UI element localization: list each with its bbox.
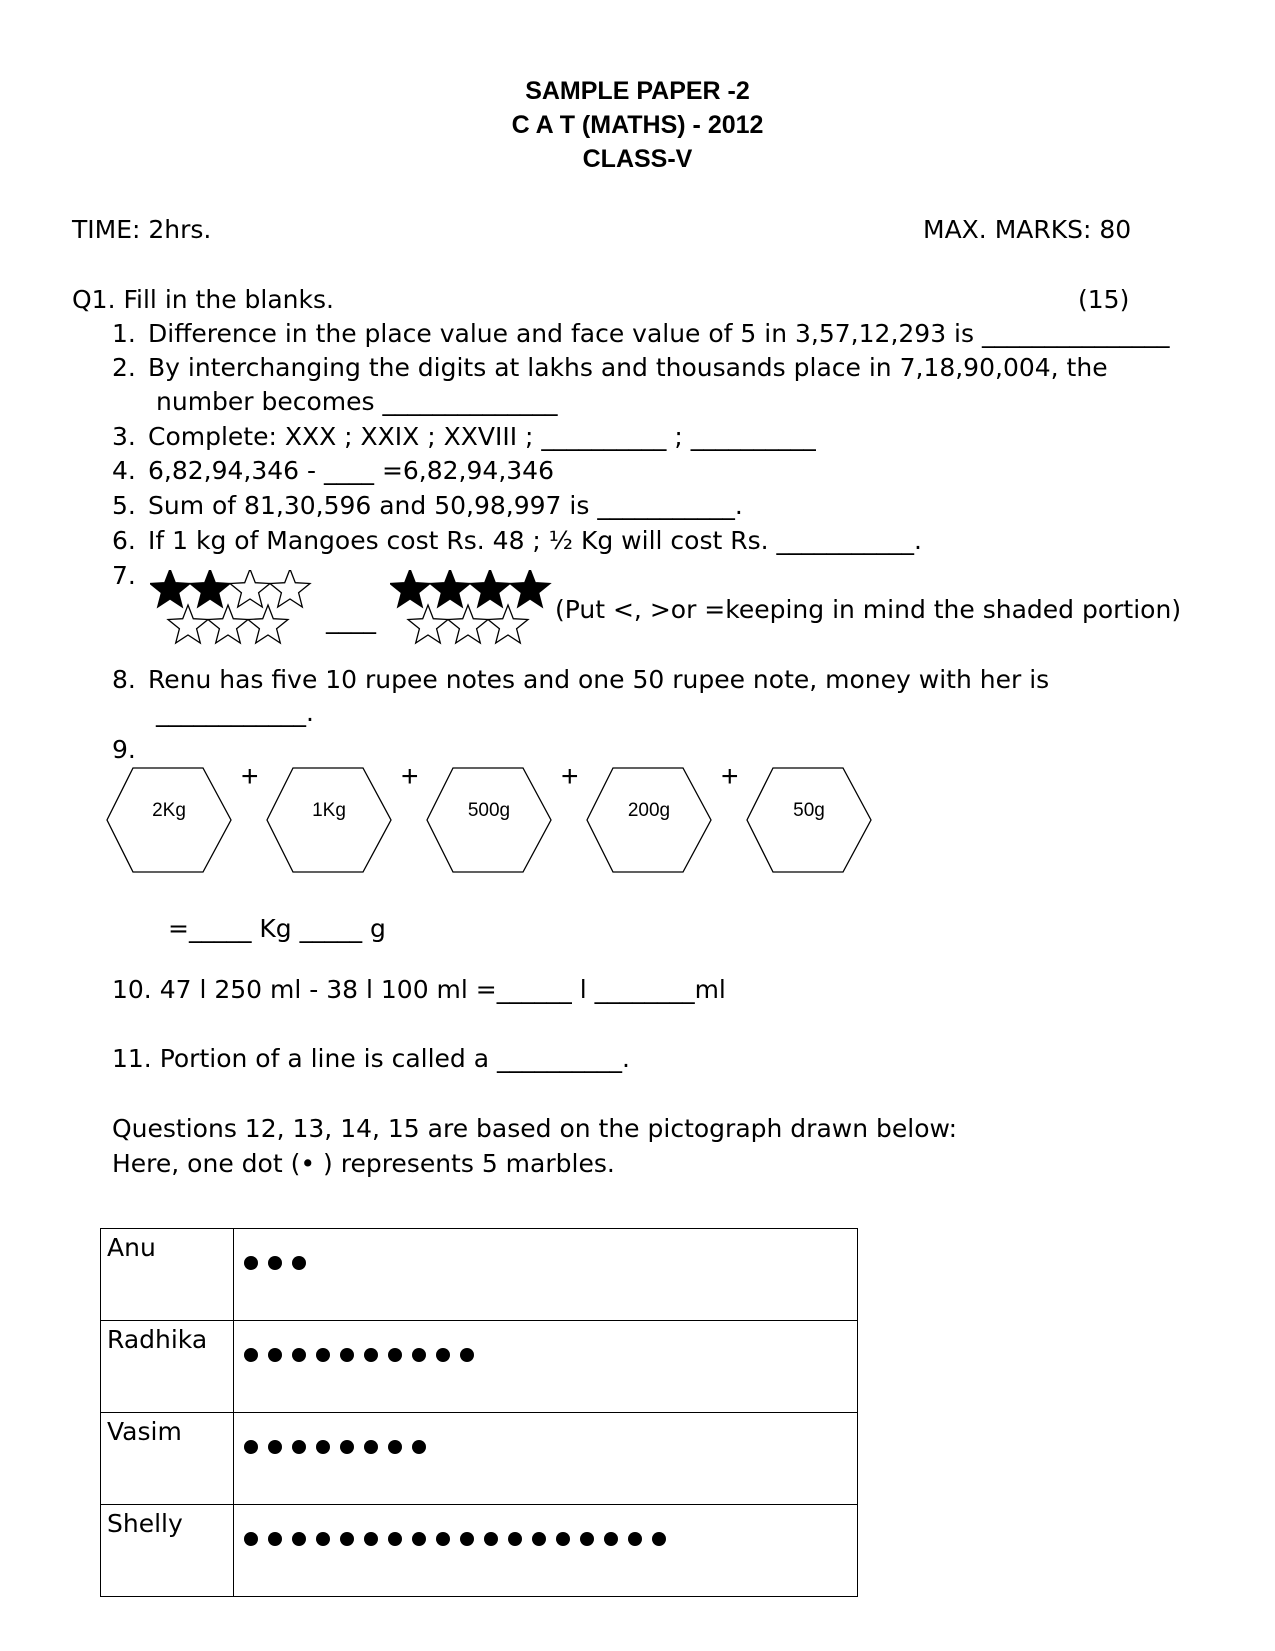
pictograph-dots: [234, 1413, 858, 1505]
marble-dot: [364, 1348, 378, 1362]
star-filled-icon: [510, 570, 550, 607]
plus-sign: +: [401, 760, 419, 793]
star-filled-icon: [470, 570, 510, 607]
paper-header: [0, 74, 1275, 176]
marble-dot: [364, 1440, 378, 1454]
item-number: 4.: [112, 456, 136, 485]
pictograph-name: Shelly: [101, 1505, 234, 1597]
item-number: 2.: [112, 353, 136, 382]
marble-dot: [652, 1532, 666, 1546]
pictograph-dots: [234, 1229, 858, 1321]
table-row: [101, 1229, 858, 1321]
weight-label: 1Kg: [312, 800, 346, 821]
marble-dot: [412, 1440, 426, 1454]
item-text: Difference in the place value and face value of 5 in 3,57,12,293 is _______________: [148, 319, 1170, 348]
item-number: 6.: [112, 526, 136, 555]
pictograph-dots: [234, 1505, 858, 1597]
marble-dot: [316, 1440, 330, 1454]
marble-dot: [388, 1532, 402, 1546]
pictograph-name: Anu: [101, 1229, 234, 1321]
star-filled-icon: [190, 570, 230, 607]
star-filled-icon: [430, 570, 470, 607]
marble-dot: [268, 1440, 282, 1454]
marble-dot: [268, 1256, 282, 1270]
plus-sign: +: [721, 760, 739, 793]
marble-dot: [484, 1532, 498, 1546]
marble-dot: [628, 1532, 642, 1546]
star-outline-icon: [408, 605, 448, 643]
item-text: 6,82,94,346 - ____ =6,82,94,346: [148, 456, 554, 485]
marble-dot: [508, 1532, 522, 1546]
marble-dot: [412, 1532, 426, 1546]
marble-dot: [388, 1348, 402, 1362]
marble-dot: [292, 1348, 306, 1362]
item-text: ____________.: [156, 698, 314, 727]
marble-dot: [292, 1532, 306, 1546]
pictograph-dots: [234, 1321, 858, 1413]
marble-dot: [340, 1348, 354, 1362]
q1-marks: (15): [1078, 285, 1130, 314]
star-outline-icon: [208, 605, 248, 643]
star-filled-icon: [150, 570, 190, 607]
star-filled-icon: [390, 570, 430, 607]
item-text: By interchanging the digits at lakhs and thousands place in 7,18,90,004, the: [148, 353, 1108, 382]
star-group-right: [390, 570, 560, 652]
pictograph-table: [100, 1228, 858, 1597]
weight-label: 200g: [627, 800, 671, 821]
item-number: 3.: [112, 422, 136, 451]
marble-dot: [316, 1348, 330, 1362]
exam-name: C A T (MATHS) - 2012: [511, 111, 764, 139]
plus-sign: +: [241, 760, 259, 793]
marble-dot: [460, 1532, 474, 1546]
table-row: [101, 1413, 858, 1505]
marble-dot: [268, 1348, 282, 1362]
star-outline-icon: [248, 605, 288, 643]
star-outline-icon: [488, 605, 528, 643]
marble-dot: [436, 1348, 450, 1362]
marble-dot: [244, 1348, 258, 1362]
item-number: 1.: [112, 319, 136, 348]
item-number: 8.: [112, 665, 136, 694]
marble-dot: [268, 1532, 282, 1546]
paper-title: SAMPLE PAPER -2: [525, 77, 750, 105]
star-figure-right: [390, 570, 560, 652]
plus-sign: +: [561, 760, 579, 793]
marble-dot: [436, 1532, 450, 1546]
marble-dot: [388, 1440, 402, 1454]
weight-hexagon: [265, 766, 393, 876]
star-outline-icon: [270, 570, 310, 607]
pictograph-key: Here, one dot (• ) represents 5 marbles.: [112, 1149, 615, 1178]
item-text: Complete: XXX ; XXIX ; XXVIII ; __________ ; __________: [148, 422, 816, 451]
marble-dot: [556, 1532, 570, 1546]
marble-dot: [340, 1532, 354, 1546]
star-figure-left: [150, 570, 320, 652]
star-group-left: [150, 570, 320, 652]
item-text: number becomes ______________: [156, 387, 558, 416]
item-text: 11. Portion of a line is called a __________.: [112, 1044, 630, 1073]
weight-label: 2Kg: [152, 800, 186, 821]
star-outline-icon: [448, 605, 488, 643]
marble-dot: [244, 1440, 258, 1454]
item-number: 5.: [112, 491, 136, 520]
marble-dot: [364, 1532, 378, 1546]
marble-dot: [604, 1532, 618, 1546]
table-row: [101, 1505, 858, 1597]
comparison-blank: ____: [326, 605, 376, 634]
marble-dot: [292, 1256, 306, 1270]
star-outline-icon: [168, 605, 208, 643]
pictograph-name: Radhika: [101, 1321, 234, 1413]
marble-dot: [460, 1348, 474, 1362]
marble-dot: [340, 1440, 354, 1454]
star-outline-icon: [230, 570, 270, 607]
weight-hexagon: [745, 766, 873, 876]
marble-dot: [244, 1256, 258, 1270]
class-label: CLASS-V: [582, 145, 693, 173]
item-text: If 1 kg of Mangoes cost Rs. 48 ; ½ Kg will cost Rs. ___________.: [148, 526, 922, 555]
time-label: TIME: 2hrs.: [72, 215, 212, 244]
weight-hexagon: [585, 766, 713, 876]
q1-title: Q1. Fill in the blanks.: [72, 285, 334, 314]
weight-hexagon: [105, 766, 233, 876]
weight-hexagon: [425, 766, 553, 876]
item-text: (Put <, >or =keeping in mind the shaded portion): [555, 595, 1182, 624]
item-number: 9.: [112, 735, 136, 764]
marble-dot: [412, 1348, 426, 1362]
pictograph-intro: Questions 12, 13, 14, 15 are based on the pictograph drawn below:: [112, 1114, 957, 1143]
item-text: Sum of 81,30,596 and 50,98,997 is ___________.: [148, 491, 743, 520]
item-text: 10. 47 l 250 ml - 38 l 100 ml =______ l ________ml: [112, 975, 726, 1004]
marble-dot: [316, 1532, 330, 1546]
max-marks-label: MAX. MARKS: 80: [923, 215, 1132, 244]
marble-dot: [292, 1440, 306, 1454]
marble-dot: [532, 1532, 546, 1546]
item-text: Renu has five 10 rupee notes and one 50 rupee note, money with her is: [148, 665, 1050, 694]
pictograph-name: Vasim: [101, 1413, 234, 1505]
weight-label: 50g: [793, 800, 825, 821]
table-row: [101, 1321, 858, 1413]
item-number: 7.: [112, 561, 136, 590]
weights-row: [105, 760, 905, 886]
marble-dot: [244, 1532, 258, 1546]
weight-label: 500g: [467, 800, 511, 821]
item-text: =_____ Kg _____ g: [168, 914, 386, 943]
marble-dot: [580, 1532, 594, 1546]
